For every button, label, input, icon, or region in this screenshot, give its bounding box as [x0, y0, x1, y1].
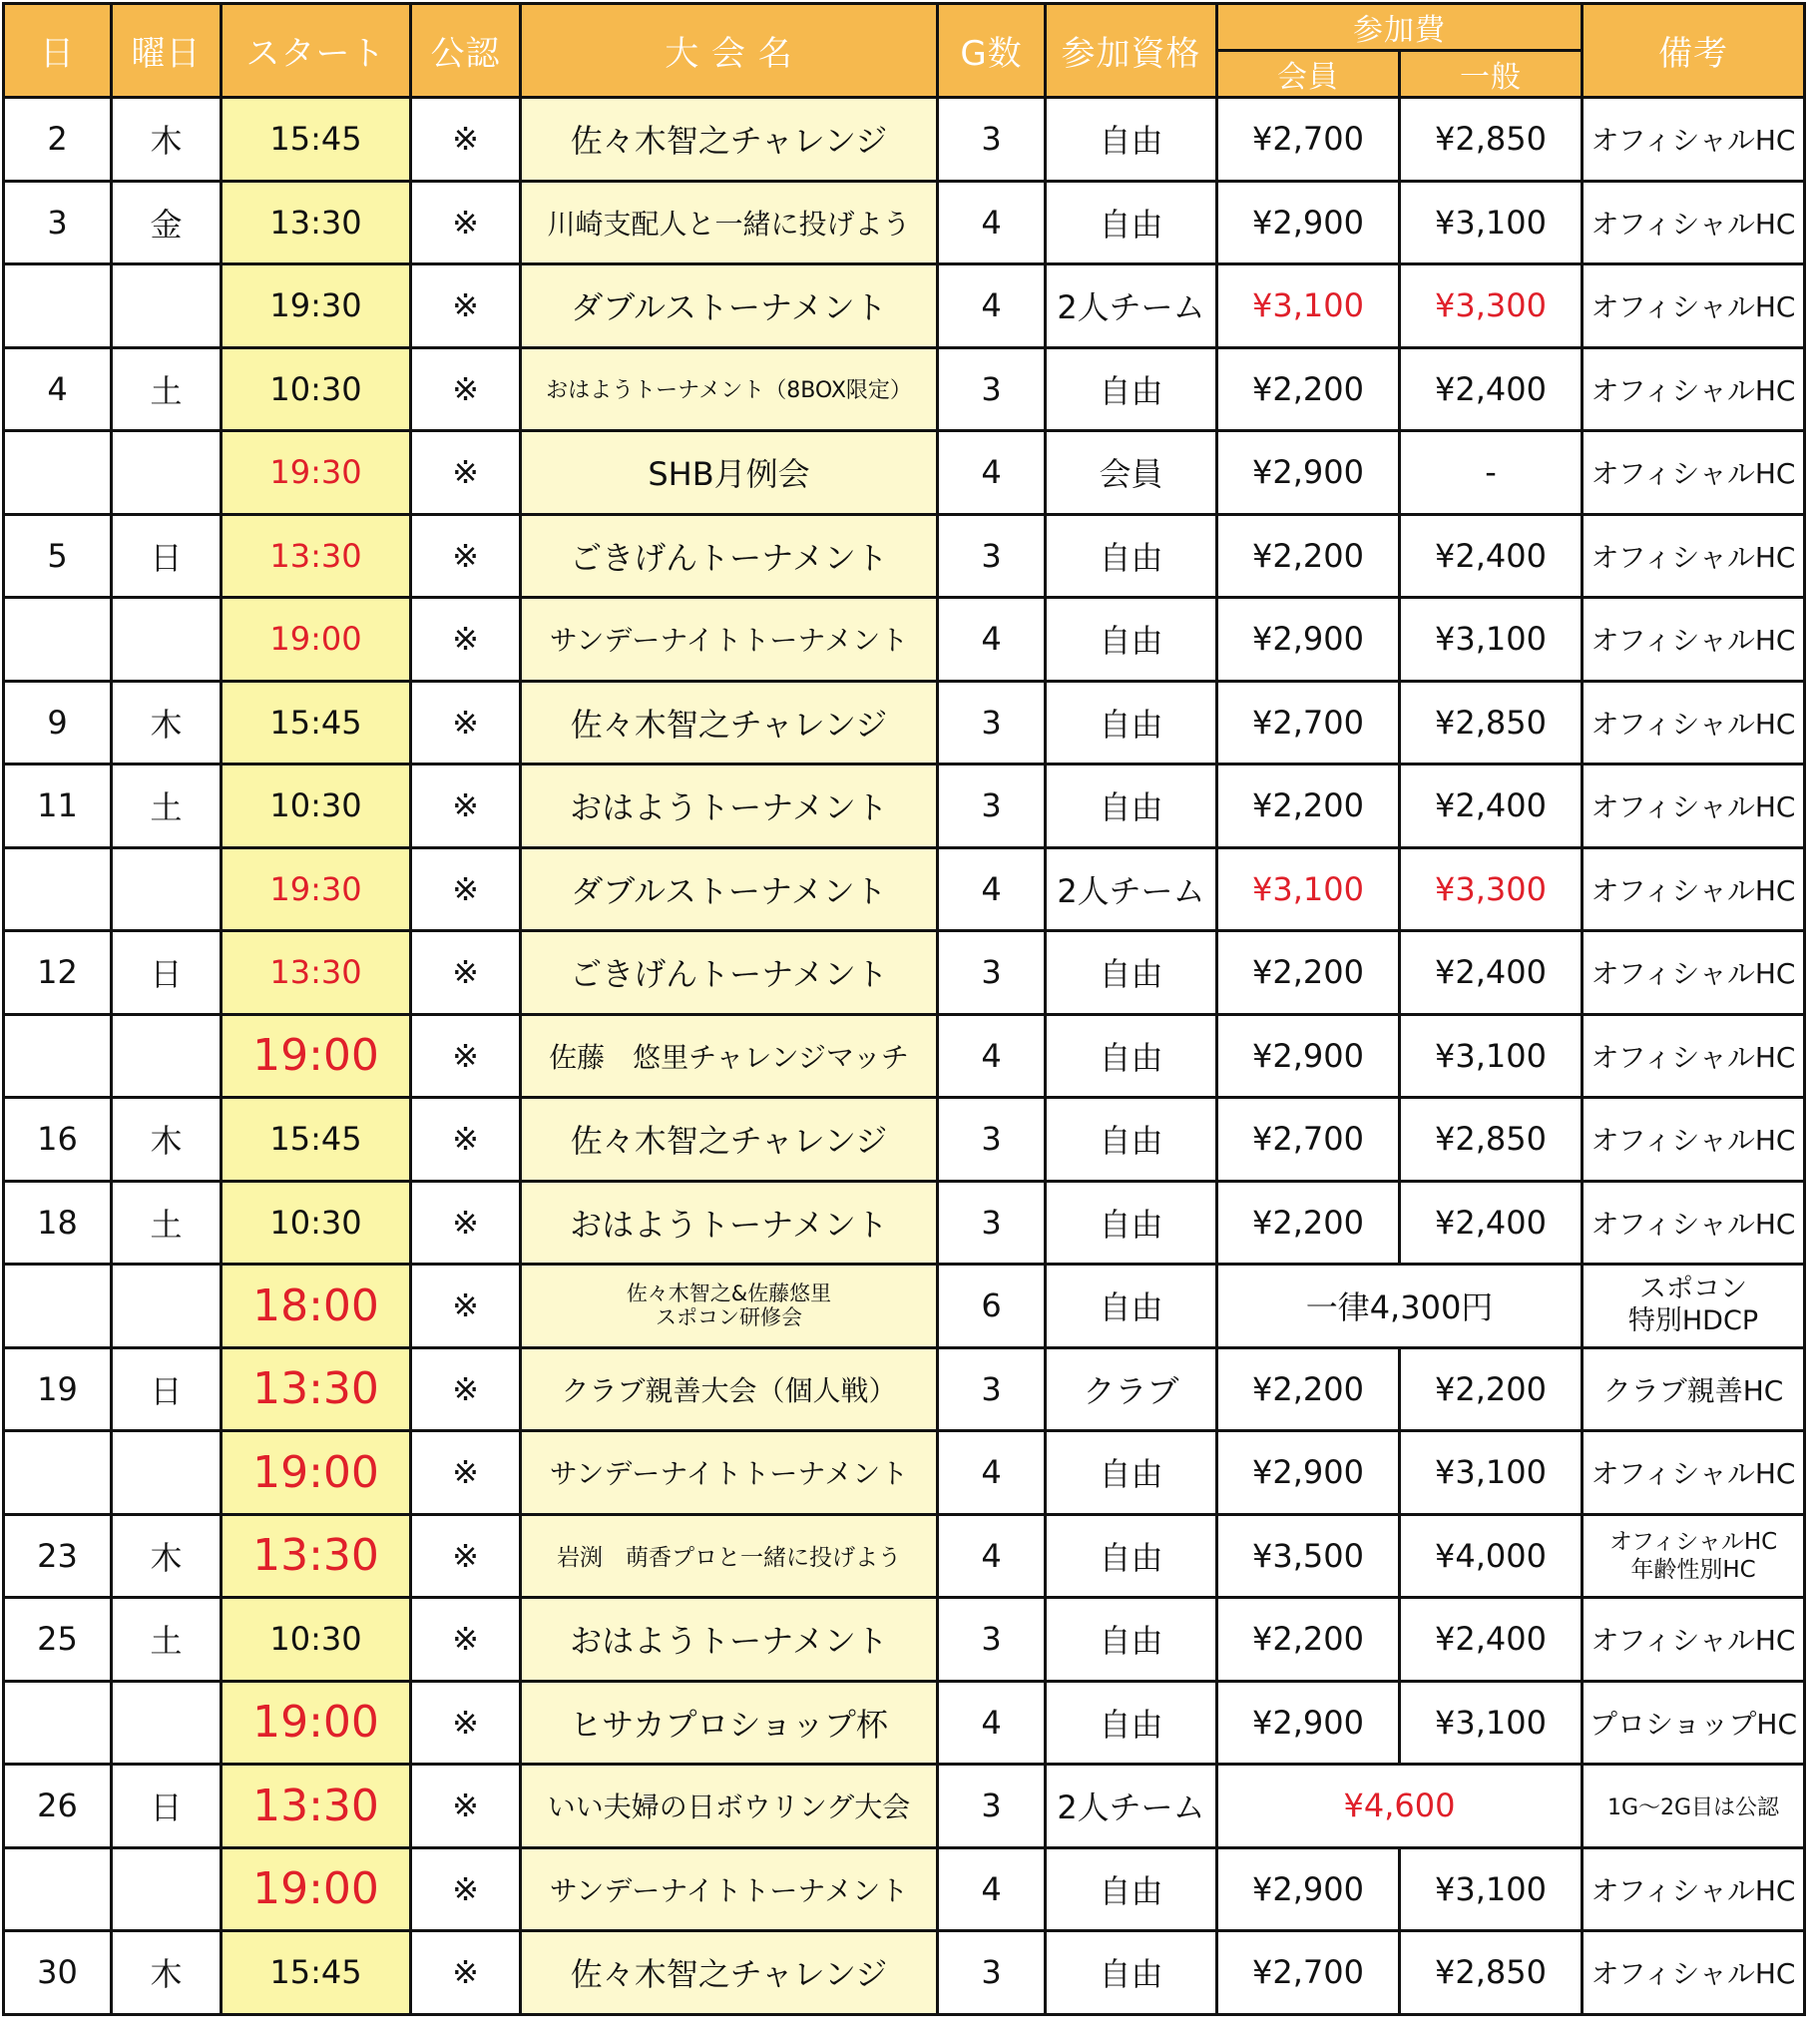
start-time-cell: 10:30 [222, 765, 411, 848]
fee-member-cell: ¥3,500 [1217, 1514, 1400, 1598]
header-fee: 参加費 [1217, 4, 1583, 51]
tournament-name-cell: 佐々木智之チャレンジ [521, 681, 938, 765]
official-mark-cell: ※ [411, 765, 521, 848]
note-cell: オフィシャルHC [1583, 1847, 1805, 1931]
fee-member-cell: ¥2,900 [1217, 431, 1400, 515]
day-cell: 11 [4, 765, 112, 848]
table-row [4, 1514, 1805, 1598]
weekday-cell [112, 1431, 222, 1515]
day-cell: 4 [4, 347, 112, 431]
eligibility-cell: 自由 [1046, 1931, 1217, 2015]
eligibility-cell: 自由 [1046, 181, 1217, 264]
day-cell [4, 1431, 112, 1515]
weekday-cell [112, 1681, 222, 1765]
day-cell: 23 [4, 1514, 112, 1598]
tournament-name-cell: ダブルストーナメント [521, 847, 938, 931]
note-cell: オフィシャルHC [1583, 347, 1805, 431]
table-row [4, 1347, 1805, 1431]
tournament-name-cell: おはようトーナメント [521, 1598, 938, 1682]
tournament-name-cell: おはようトーナメント（8BOX限定） [521, 347, 938, 431]
fee-flat-cell: ¥4,600 [1217, 1765, 1583, 1848]
note-cell: オフィシャルHC [1583, 765, 1805, 848]
header-weekday: 曜日 [112, 4, 222, 98]
official-mark-cell: ※ [411, 264, 521, 348]
note-cell: オフィシャルHC [1583, 847, 1805, 931]
note-cell: オフィシャルHC [1583, 98, 1805, 182]
start-time-cell: 15:45 [222, 1098, 411, 1182]
table-row [4, 1265, 1805, 1348]
fee-general-cell: ¥2,850 [1400, 681, 1583, 765]
tournament-name-cell: 岩渕 萌香プロと一緒に投げよう [521, 1514, 938, 1598]
day-cell: 19 [4, 1347, 112, 1431]
note-cell: オフィシャルHC [1583, 1014, 1805, 1098]
note-cell [1583, 1514, 1805, 1598]
fee-general-cell: ¥2,400 [1400, 1598, 1583, 1682]
header-official: 公認 [411, 4, 521, 98]
table-row [4, 514, 1805, 598]
games-cell: 3 [938, 1181, 1046, 1265]
tournament-name-cell: SHB月例会 [521, 431, 938, 515]
official-mark-cell: ※ [411, 1514, 521, 1598]
eligibility-cell: 自由 [1046, 1514, 1217, 1598]
header-fee-general: 一般 [1400, 51, 1583, 98]
tournament-name-cell: 佐々木智之チャレンジ [521, 1931, 938, 2015]
fee-member-cell: ¥2,700 [1217, 1931, 1400, 2015]
weekday-cell: 金 [112, 181, 222, 264]
eligibility-cell: 自由 [1046, 1265, 1217, 1348]
games-cell: 4 [938, 431, 1046, 515]
fee-general-cell: ¥3,300 [1400, 264, 1583, 348]
fee-flat-cell: 一律4,300円 [1217, 1265, 1583, 1348]
fee-general-cell: - [1400, 431, 1583, 515]
day-cell: 16 [4, 1098, 112, 1182]
tournament-name-cell: サンデーナイトトーナメント [521, 598, 938, 682]
day-cell: 2 [4, 98, 112, 182]
fee-member-cell: ¥3,100 [1217, 847, 1400, 931]
start-time-cell: 19:30 [222, 431, 411, 515]
weekday-cell [112, 1014, 222, 1098]
weekday-cell [112, 598, 222, 682]
start-time-cell: 13:30 [222, 514, 411, 598]
day-cell [4, 264, 112, 348]
day-cell [4, 1847, 112, 1931]
eligibility-cell: 自由 [1046, 765, 1217, 848]
note-cell: 1G～2G目は公認 [1583, 1765, 1805, 1848]
day-cell [4, 1265, 112, 1348]
official-mark-cell: ※ [411, 1931, 521, 2015]
games-cell: 3 [938, 1347, 1046, 1431]
day-cell [4, 1681, 112, 1765]
table-row [4, 931, 1805, 1015]
table-row [4, 1098, 1805, 1182]
start-time-cell: 19:00 [222, 598, 411, 682]
official-mark-cell: ※ [411, 431, 521, 515]
official-mark-cell: ※ [411, 1765, 521, 1848]
start-time-cell: 19:00 [222, 1014, 411, 1098]
tournament-name-cell: おはようトーナメント [521, 1181, 938, 1265]
table-row [4, 1847, 1805, 1931]
eligibility-cell: クラブ [1046, 1347, 1217, 1431]
day-cell: 3 [4, 181, 112, 264]
start-time-cell: 19:00 [222, 1681, 411, 1765]
start-time-cell: 13:30 [222, 1347, 411, 1431]
note-cell: プロショップHC [1583, 1681, 1805, 1765]
fee-member-cell: ¥2,200 [1217, 765, 1400, 848]
fee-general-cell: ¥3,100 [1400, 598, 1583, 682]
table-body [4, 98, 1805, 2015]
games-cell: 4 [938, 181, 1046, 264]
tournament-name-cell [521, 1265, 938, 1348]
weekday-cell: 日 [112, 514, 222, 598]
day-cell: 5 [4, 514, 112, 598]
weekday-cell: 土 [112, 1598, 222, 1682]
official-mark-cell: ※ [411, 1847, 521, 1931]
fee-member-cell: ¥2,900 [1217, 598, 1400, 682]
games-cell: 4 [938, 1431, 1046, 1515]
day-cell [4, 847, 112, 931]
games-cell: 3 [938, 1598, 1046, 1682]
eligibility-cell: 自由 [1046, 598, 1217, 682]
games-cell: 3 [938, 98, 1046, 182]
fee-general-cell: ¥2,850 [1400, 1931, 1583, 2015]
fee-member-cell: ¥2,200 [1217, 1347, 1400, 1431]
note-cell: オフィシャルHC [1583, 1181, 1805, 1265]
start-time-cell: 10:30 [222, 1598, 411, 1682]
tournament-name-line2: スポコン研修会 [656, 1305, 802, 1330]
games-cell: 4 [938, 1681, 1046, 1765]
fee-member-cell: ¥2,700 [1217, 1098, 1400, 1182]
start-time-cell: 10:30 [222, 1181, 411, 1265]
official-mark-cell: ※ [411, 514, 521, 598]
table-row [4, 1431, 1805, 1515]
weekday-cell: 日 [112, 931, 222, 1015]
start-time-cell: 13:30 [222, 931, 411, 1015]
weekday-cell [112, 431, 222, 515]
eligibility-cell: 自由 [1046, 1098, 1217, 1182]
official-mark-cell: ※ [411, 598, 521, 682]
start-time-cell: 19:00 [222, 1847, 411, 1931]
start-time-cell: 13:30 [222, 181, 411, 264]
official-mark-cell: ※ [411, 1681, 521, 1765]
games-cell: 3 [938, 514, 1046, 598]
fee-member-cell: ¥2,900 [1217, 1681, 1400, 1765]
start-time-cell: 19:30 [222, 264, 411, 348]
start-time-cell: 10:30 [222, 347, 411, 431]
note-cell: オフィシャルHC [1583, 514, 1805, 598]
fee-general-cell: ¥2,400 [1400, 765, 1583, 848]
fee-general-cell: ¥2,400 [1400, 931, 1583, 1015]
fee-member-cell: ¥2,900 [1217, 181, 1400, 264]
tournament-name-cell: 川崎支配人と一緒に投げよう [521, 181, 938, 264]
header-eligibility: 参加資格 [1046, 4, 1217, 98]
note-cell [1583, 1265, 1805, 1348]
weekday-cell: 土 [112, 347, 222, 431]
start-time-cell: 19:00 [222, 1431, 411, 1515]
official-mark-cell: ※ [411, 1347, 521, 1431]
start-time-cell: 15:45 [222, 1931, 411, 2015]
official-mark-cell: ※ [411, 1265, 521, 1348]
games-cell: 4 [938, 1514, 1046, 1598]
day-cell [4, 1014, 112, 1098]
day-cell: 12 [4, 931, 112, 1015]
official-mark-cell: ※ [411, 1014, 521, 1098]
header-tournament-name: 大 会 名 [521, 4, 938, 98]
fee-general-cell: ¥3,300 [1400, 847, 1583, 931]
weekday-cell: 日 [112, 1347, 222, 1431]
eligibility-cell: 自由 [1046, 514, 1217, 598]
table-row [4, 598, 1805, 682]
header-start: スタート [222, 4, 411, 98]
eligibility-cell: 自由 [1046, 931, 1217, 1015]
table-row [4, 1014, 1805, 1098]
games-cell: 3 [938, 347, 1046, 431]
official-mark-cell: ※ [411, 931, 521, 1015]
header-fee-member: 会員 [1217, 51, 1400, 98]
eligibility-cell: 2人チーム [1046, 847, 1217, 931]
header-note: 備考 [1583, 4, 1805, 98]
table-row [4, 1598, 1805, 1682]
note-line2: 年齢性別HC [1630, 1556, 1756, 1583]
note-cell: オフィシャルHC [1583, 598, 1805, 682]
games-cell: 4 [938, 1847, 1046, 1931]
day-cell: 30 [4, 1931, 112, 2015]
note-cell: オフィシャルHC [1583, 1431, 1805, 1515]
games-cell: 3 [938, 765, 1046, 848]
tournament-name-cell: サンデーナイトトーナメント [521, 1431, 938, 1515]
table-row [4, 1681, 1805, 1765]
header-day: 日 [4, 4, 112, 98]
fee-general-cell: ¥2,850 [1400, 98, 1583, 182]
tournament-name-cell: 佐藤 悠里チャレンジマッチ [521, 1014, 938, 1098]
note-cell: オフィシャルHC [1583, 1598, 1805, 1682]
weekday-cell: 土 [112, 1181, 222, 1265]
note-cell: オフィシャルHC [1583, 264, 1805, 348]
eligibility-cell: 会員 [1046, 431, 1217, 515]
fee-member-cell: ¥2,200 [1217, 1598, 1400, 1682]
table-row [4, 765, 1805, 848]
official-mark-cell: ※ [411, 1431, 521, 1515]
fee-general-cell: ¥2,400 [1400, 514, 1583, 598]
fee-member-cell: ¥2,700 [1217, 98, 1400, 182]
day-cell [4, 431, 112, 515]
tournament-name-cell: ヒサカプロショップ杯 [521, 1681, 938, 1765]
fee-general-cell: ¥2,400 [1400, 347, 1583, 431]
tournament-name-cell: ごきげんトーナメント [521, 514, 938, 598]
official-mark-cell: ※ [411, 847, 521, 931]
fee-member-cell: ¥2,900 [1217, 1847, 1400, 1931]
fee-general-cell: ¥4,000 [1400, 1514, 1583, 1598]
day-cell: 9 [4, 681, 112, 765]
fee-general-cell: ¥2,850 [1400, 1098, 1583, 1182]
weekday-cell [112, 264, 222, 348]
games-cell: 3 [938, 1931, 1046, 2015]
weekday-cell [112, 847, 222, 931]
tournament-name-line1: 佐々木智之&佐藤悠里 [626, 1281, 832, 1306]
tournament-name-cell: クラブ親善大会（個人戦） [521, 1347, 938, 1431]
tournament-name-cell: おはようトーナメント [521, 765, 938, 848]
table-header [4, 4, 1805, 98]
table-row [4, 431, 1805, 515]
note-line1: オフィシャルHC [1608, 1528, 1778, 1555]
eligibility-cell: 自由 [1046, 347, 1217, 431]
fee-member-cell: ¥2,900 [1217, 1431, 1400, 1515]
games-cell: 3 [938, 1098, 1046, 1182]
day-cell: 25 [4, 1598, 112, 1682]
weekday-cell: 土 [112, 765, 222, 848]
weekday-cell [112, 1847, 222, 1931]
games-cell: 6 [938, 1265, 1046, 1348]
start-time-cell: 15:45 [222, 681, 411, 765]
games-cell: 4 [938, 847, 1046, 931]
table-row [4, 347, 1805, 431]
start-time-cell: 18:00 [222, 1265, 411, 1348]
fee-member-cell: ¥3,100 [1217, 264, 1400, 348]
official-mark-cell: ※ [411, 1181, 521, 1265]
games-cell: 4 [938, 264, 1046, 348]
fee-general-cell: ¥3,100 [1400, 1431, 1583, 1515]
games-cell: 4 [938, 598, 1046, 682]
day-cell: 18 [4, 1181, 112, 1265]
note-line1: スポコン [1639, 1274, 1747, 1305]
fee-general-cell: ¥3,100 [1400, 181, 1583, 264]
table-row [4, 1931, 1805, 2015]
note-cell: クラブ親善HC [1583, 1347, 1805, 1431]
tournament-name-cell: サンデーナイトトーナメント [521, 1847, 938, 1931]
eligibility-cell: 自由 [1046, 1014, 1217, 1098]
note-cell: オフィシャルHC [1583, 181, 1805, 264]
fee-member-cell: ¥2,200 [1217, 514, 1400, 598]
weekday-cell: 木 [112, 1098, 222, 1182]
table-row [4, 98, 1805, 182]
tournament-name-cell: 佐々木智之チャレンジ [521, 98, 938, 182]
table-row [4, 847, 1805, 931]
official-mark-cell: ※ [411, 181, 521, 264]
start-time-cell: 19:30 [222, 847, 411, 931]
note-cell: オフィシャルHC [1583, 931, 1805, 1015]
start-time-cell: 13:30 [222, 1765, 411, 1848]
official-mark-cell: ※ [411, 347, 521, 431]
day-cell [4, 598, 112, 682]
note-cell: オフィシャルHC [1583, 681, 1805, 765]
eligibility-cell: 自由 [1046, 1847, 1217, 1931]
fee-general-cell: ¥3,100 [1400, 1847, 1583, 1931]
fee-member-cell: ¥2,200 [1217, 931, 1400, 1015]
fee-member-cell: ¥2,900 [1217, 1014, 1400, 1098]
fee-member-cell: ¥2,200 [1217, 347, 1400, 431]
tournament-name-cell: ごきげんトーナメント [521, 931, 938, 1015]
weekday-cell: 木 [112, 681, 222, 765]
weekday-cell: 日 [112, 1765, 222, 1848]
fee-general-cell: ¥3,100 [1400, 1681, 1583, 1765]
start-time-cell: 15:45 [222, 98, 411, 182]
fee-member-cell: ¥2,700 [1217, 681, 1400, 765]
table-row [4, 1765, 1805, 1848]
games-cell: 3 [938, 681, 1046, 765]
weekday-cell: 木 [112, 98, 222, 182]
eligibility-cell: 自由 [1046, 1431, 1217, 1515]
official-mark-cell: ※ [411, 98, 521, 182]
weekday-cell [112, 1265, 222, 1348]
note-cell: オフィシャルHC [1583, 1931, 1805, 2015]
table-row [4, 1181, 1805, 1265]
official-mark-cell: ※ [411, 681, 521, 765]
tournament-name-cell: 佐々木智之チャレンジ [521, 1098, 938, 1182]
start-time-cell: 13:30 [222, 1514, 411, 1598]
eligibility-cell: 2人チーム [1046, 1765, 1217, 1848]
official-mark-cell: ※ [411, 1098, 521, 1182]
note-cell: オフィシャルHC [1583, 1098, 1805, 1182]
eligibility-cell: 自由 [1046, 681, 1217, 765]
tournament-name-cell: いい夫婦の日ボウリング大会 [521, 1765, 938, 1848]
eligibility-cell: 自由 [1046, 1598, 1217, 1682]
table-row [4, 181, 1805, 264]
eligibility-cell: 自由 [1046, 98, 1217, 182]
fee-member-cell: ¥2,200 [1217, 1181, 1400, 1265]
eligibility-cell: 自由 [1046, 1181, 1217, 1265]
games-cell: 3 [938, 1765, 1046, 1848]
header-games: G数 [938, 4, 1046, 98]
note-cell: オフィシャルHC [1583, 431, 1805, 515]
fee-general-cell: ¥2,200 [1400, 1347, 1583, 1431]
table-row [4, 681, 1805, 765]
tournament-name-cell: ダブルストーナメント [521, 264, 938, 348]
table-row [4, 264, 1805, 348]
eligibility-cell: 自由 [1046, 1681, 1217, 1765]
games-cell: 3 [938, 931, 1046, 1015]
tournament-schedule-table [2, 2, 1806, 2016]
note-line2: 特別HDCP [1627, 1305, 1759, 1337]
official-mark-cell: ※ [411, 1598, 521, 1682]
day-cell: 26 [4, 1765, 112, 1848]
weekday-cell: 木 [112, 1514, 222, 1598]
fee-general-cell: ¥3,100 [1400, 1014, 1583, 1098]
weekday-cell: 木 [112, 1931, 222, 2015]
eligibility-cell: 2人チーム [1046, 264, 1217, 348]
games-cell: 4 [938, 1014, 1046, 1098]
fee-general-cell: ¥2,400 [1400, 1181, 1583, 1265]
